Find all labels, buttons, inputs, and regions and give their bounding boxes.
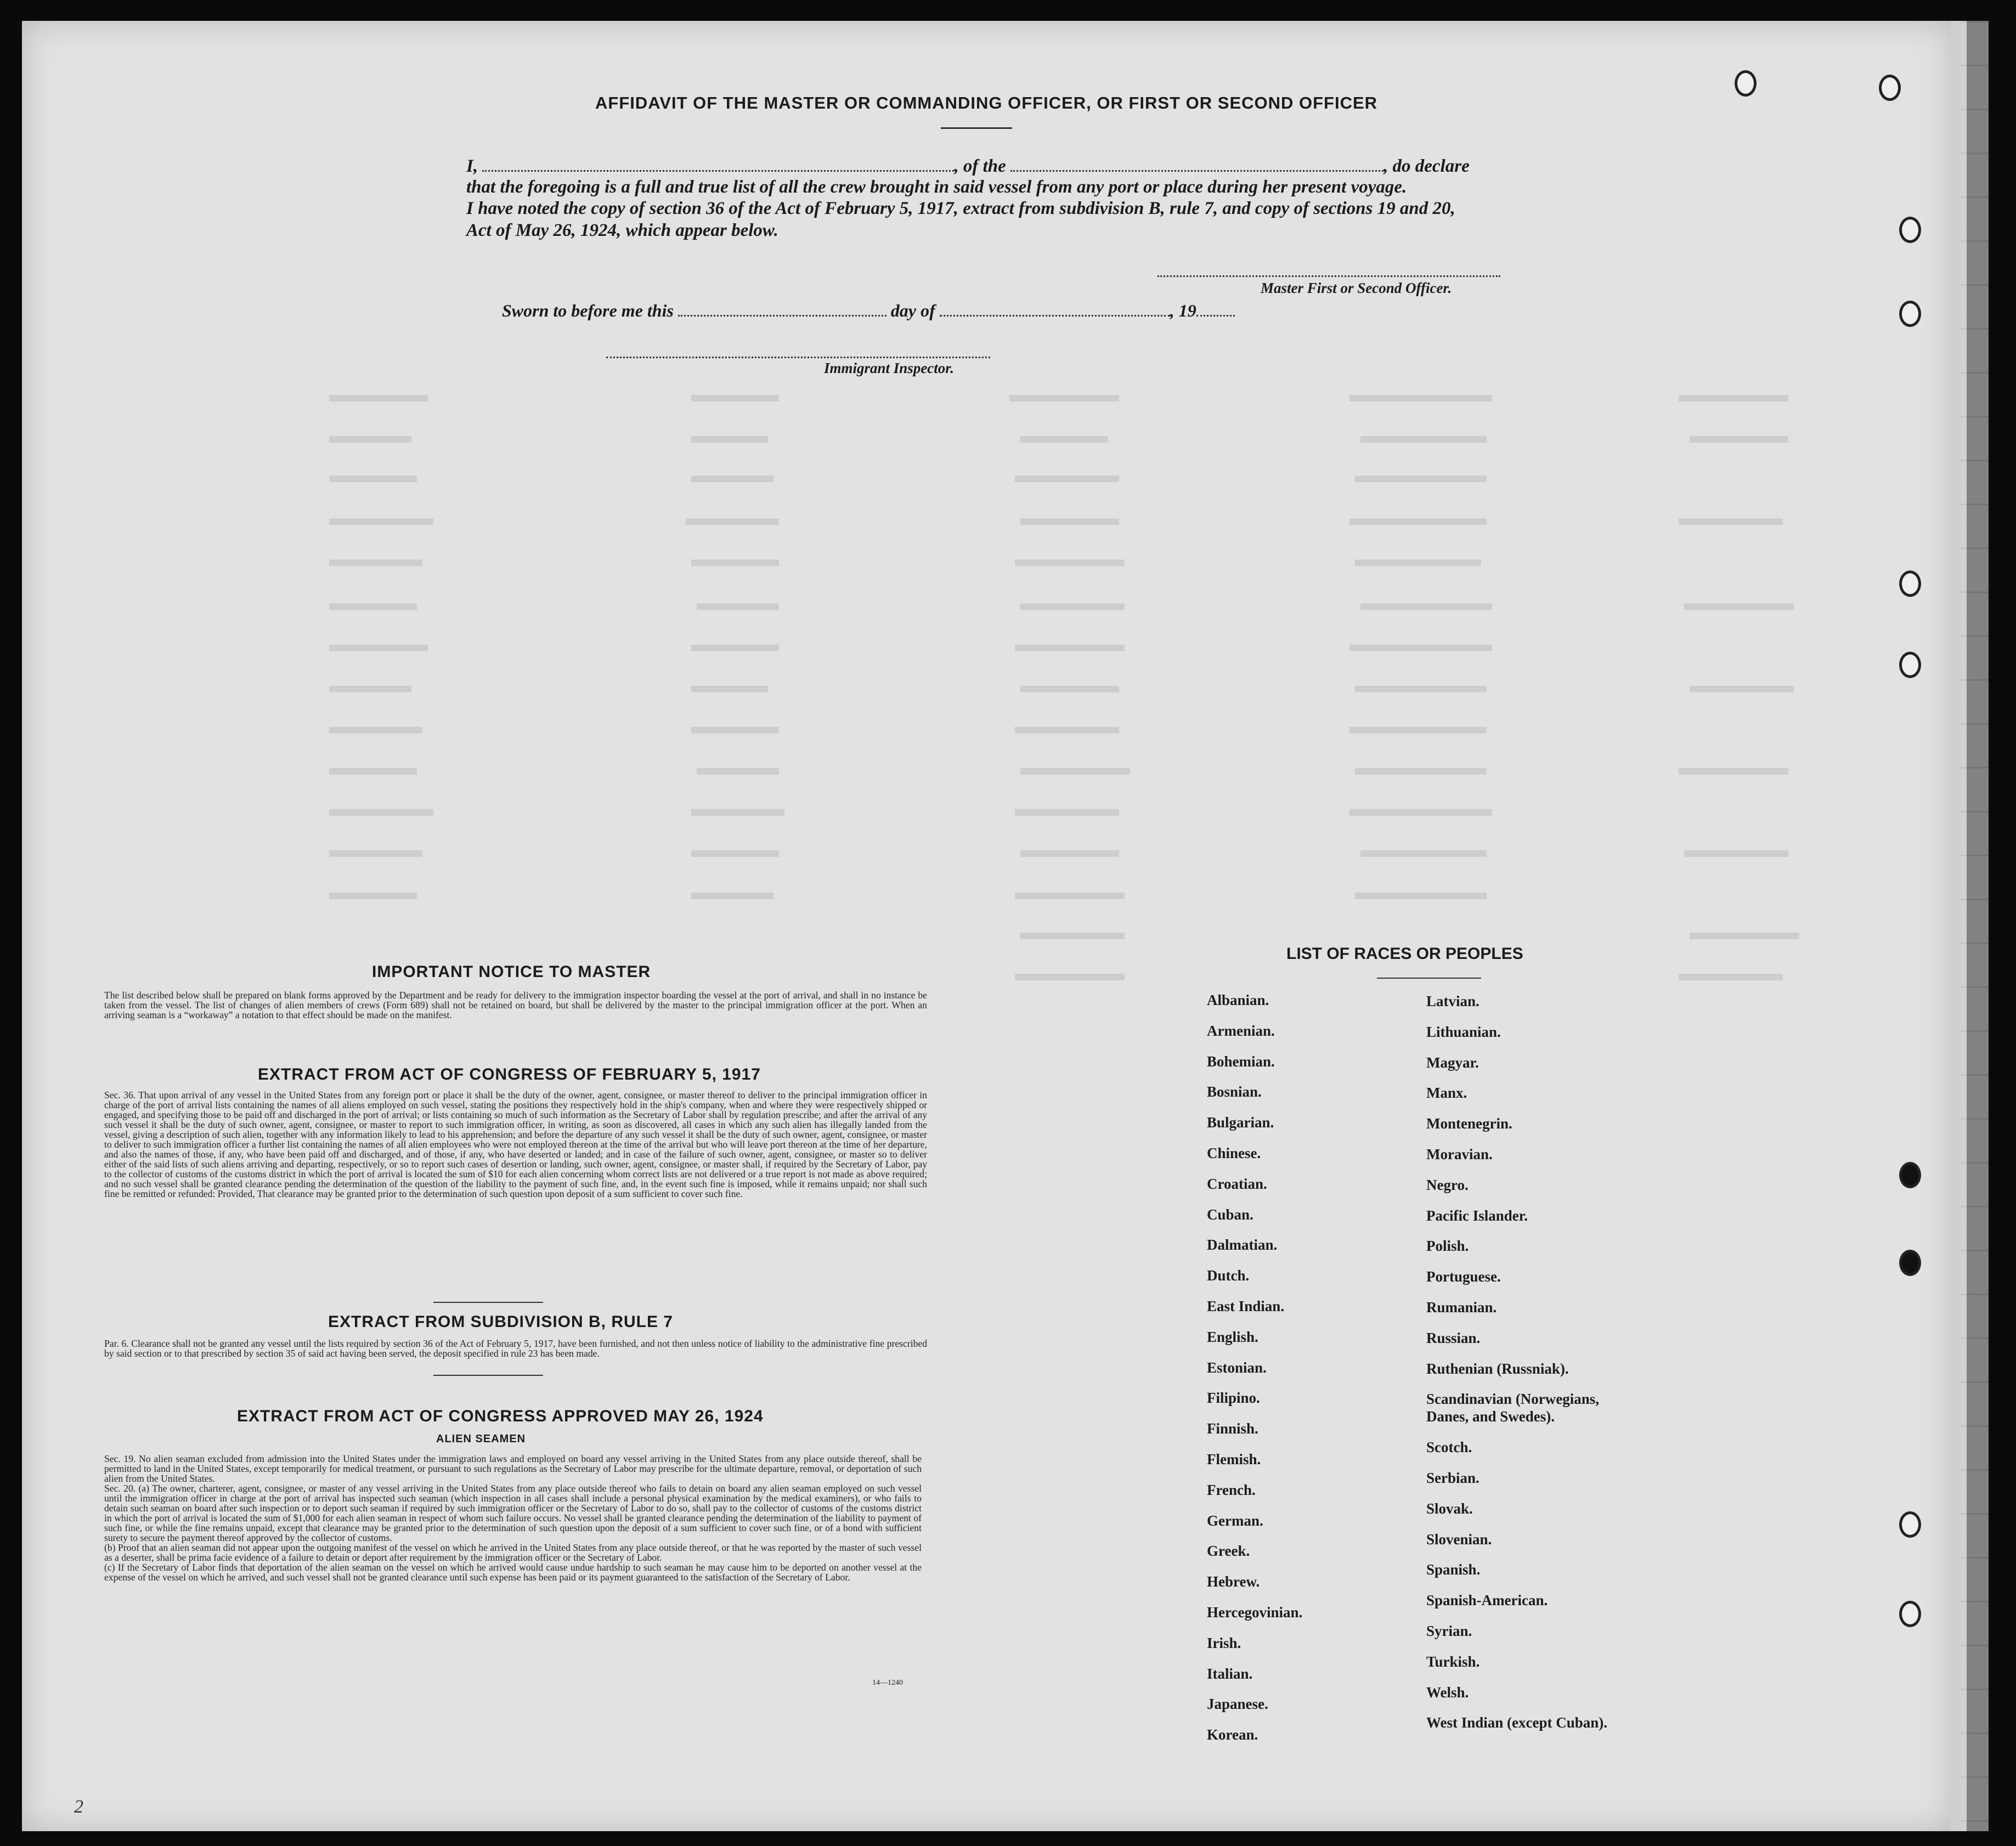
- race-item: Korean.: [1207, 1726, 1258, 1743]
- master-name-field[interactable]: [482, 170, 954, 172]
- race-item: Slovak.: [1426, 1500, 1473, 1517]
- race-item: French.: [1207, 1481, 1256, 1498]
- form-number: 14—1240: [872, 1679, 903, 1687]
- affidavit-line-3: I have noted the copy of section 36 of the Act of February 5, 1917, extract from subdivision B, rule 7, and copy of sections 19 and 20,: [466, 199, 1455, 218]
- race-item: Greek.: [1207, 1543, 1250, 1560]
- race-item: Danes, and Swedes).: [1426, 1408, 1555, 1425]
- binder-hole-icon: [1899, 1162, 1921, 1188]
- race-item: Moravian.: [1426, 1146, 1493, 1162]
- sworn-month-field[interactable]: [940, 315, 1170, 317]
- race-item: Slovenian.: [1426, 1531, 1492, 1548]
- race-item: Pacific Islander.: [1426, 1207, 1528, 1224]
- day-of-label: day of: [890, 301, 935, 320]
- binder-hole-icon: [1899, 1511, 1921, 1538]
- race-item: East Indian.: [1207, 1298, 1285, 1314]
- notice-title: IMPORTANT NOTICE TO MASTER: [372, 963, 651, 981]
- race-item: Italian.: [1207, 1665, 1253, 1682]
- affidavit-of-the: , of the: [954, 156, 1006, 176]
- affidavit-do-declare: , do declare: [1383, 156, 1470, 176]
- binder-hole-icon: [1899, 1250, 1921, 1276]
- extract-rule7-text: Par. 6. Clearance shall not be granted any vessel until the lists required by section 36 of the Act of February 5, 1917, have been furnished, and not then unless notice of liability to the administrative fine prescribed by said section or to that prescribed by section 35 of said act having been served, the deposit specified in rule 23 has been made.: [104, 1338, 927, 1359]
- handwritten-mark: 2: [74, 1797, 83, 1817]
- race-item: Polish.: [1426, 1238, 1469, 1255]
- extract-1924-sections: [104, 1454, 922, 1582]
- race-item: Montenegrin.: [1426, 1115, 1512, 1132]
- race-item: Cuban.: [1207, 1206, 1253, 1223]
- races-title: LIST OF RACES OR PEOPLES: [1286, 945, 1523, 963]
- affidavit-declaration-line: [466, 156, 1470, 177]
- section-divider: [433, 1375, 543, 1376]
- master-signature-label: Master First or Second Officer.: [1261, 280, 1452, 296]
- sworn-label: Sworn to before me this: [502, 301, 674, 320]
- race-item: Syrian.: [1426, 1623, 1472, 1639]
- binder-hole-icon: [1879, 75, 1901, 101]
- section-divider: [433, 1302, 543, 1303]
- sec-20c-text: (c) If the Secretary of Labor finds that deportation of the alien seaman on the vessel on which he arrived would cause undue hardship to such seaman he may cause him to be deported on another vessel at the expense of the vessel on which he arrived, and such vessel shall not be granted clearance until such expense has been paid or its payment guaranteed to the satisfaction of the Secretary of Labor.: [104, 1562, 922, 1583]
- race-item: Magyar.: [1426, 1054, 1479, 1071]
- affidavit-line-2: that the foregoing is a full and true list of all the crew brought in said vessel from any port or place during her present voyage.: [466, 177, 1407, 197]
- sworn-year-field[interactable]: [1196, 315, 1235, 317]
- race-item: Scandinavian (Norwegians,: [1426, 1391, 1600, 1408]
- race-item: Albanian.: [1207, 992, 1269, 1008]
- race-item: Russian.: [1426, 1329, 1481, 1346]
- race-item: Spanish-American.: [1426, 1592, 1548, 1609]
- race-item: Hercegovinian.: [1207, 1604, 1303, 1621]
- race-item: Spanish.: [1426, 1561, 1481, 1578]
- race-item: Chinese.: [1207, 1145, 1261, 1161]
- extract-1917-title: EXTRACT FROM ACT OF CONGRESS OF FEBRUARY 5, 1917: [258, 1065, 761, 1083]
- sec-20b-text: (b) Proof that an alien seaman did not appear upon the outgoing manifest of the vessel on which he arrived in the United States from any place outside thereof, or that he was reported by the master of such vessel as a deserter, shall be prima facie evidence of a failure to detain or deport after requirement by the immigration officer or the Secretary of Labor.: [104, 1542, 922, 1563]
- binder-hole-icon: [1899, 652, 1921, 678]
- sworn-line: [502, 301, 1235, 321]
- race-item: Scotch.: [1426, 1439, 1472, 1456]
- race-item: Croatian.: [1207, 1175, 1267, 1192]
- alien-seamen-subtitle: ALIEN SEAMEN: [436, 1433, 526, 1445]
- race-item: German.: [1207, 1512, 1263, 1529]
- race-item: Estonian.: [1207, 1359, 1267, 1376]
- race-item: Irish.: [1207, 1634, 1241, 1651]
- affidavit-line-4: Act of May 26, 1924, which appear below.: [466, 221, 778, 240]
- race-item: Flemish.: [1207, 1451, 1261, 1467]
- sec-20a-text: Sec. 20. (a) The owner, charterer, agent, consignee, or master of any vessel arriving in the United States from any place outside thereof who fails to detain on board any alien seaman employed on such vessel until the immigration officer in charge at the port of arrival has inspected such seaman (which inspection in all cases shall include a personal physical examination by the medical examiners), or who fails to detain such seaman on board after such inspection or to deport such seaman if required by such immigration officer or the Secretary of Labor to do so, shall pay to the collector of customs of the customs district in which the port of arrival is located the sum of $1,000 for each alien seaman in respect of whom such failure occurs. No vessel shall be granted clearance pending the determination of the liability to payment of such fine, or while the fine remains unpaid, except that clearance may be granted prior to the determination of such question upon the deposit of a sum sufficient to cover such fine, or of a bond with sufficient surety to secure the payment thereof approved by the collector of customs.: [104, 1483, 922, 1543]
- race-item: Bosnian.: [1207, 1083, 1262, 1100]
- binder-hole-icon: [1735, 70, 1757, 97]
- race-item: Bohemian.: [1207, 1053, 1275, 1070]
- sec-19-text: Sec. 19. No alien seaman excluded from admission into the United States under the immigration laws and employed on board any vessel arriving in the United States from any place outside thereof, shall be permitted to land in the United States, except temporarily for medical treatment, or pursuant to such regulations as the Secretary of Labor may prescribe for the ultimate departure, removal, or deportation of such alien from the United States.: [104, 1453, 922, 1484]
- race-item: Hebrew.: [1207, 1573, 1260, 1590]
- race-item: Filipino.: [1207, 1390, 1260, 1407]
- notice-text: The list described below shall be prepared on blank forms approved by the Department and be ready for delivery to the immigration inspector boarding the vessel at the port of arrival, and shall in no instance be taken from the vessel. The list of changes of alien members of crews (Form 689) shall not be retained on board, but shall be delivered by the master to the principal immigration officer at the port. When an arriving seaman is a “workaway” a notation to that effect should be made on the manifest.: [104, 990, 927, 1020]
- race-item: Bulgarian.: [1207, 1114, 1274, 1131]
- vessel-name-field[interactable]: [1010, 170, 1383, 172]
- race-item: English.: [1207, 1328, 1258, 1345]
- race-item: Manx.: [1426, 1085, 1467, 1102]
- race-item: Rumanian.: [1426, 1299, 1497, 1316]
- binder-hole-icon: [1899, 1601, 1921, 1627]
- master-signature-field[interactable]: [1157, 275, 1500, 277]
- binder-hole-icon: [1899, 217, 1921, 243]
- race-item: Armenian.: [1207, 1022, 1275, 1039]
- race-item: Finnish.: [1207, 1420, 1258, 1437]
- race-item: Serbian.: [1426, 1470, 1479, 1486]
- races-title-underline: [1377, 978, 1481, 979]
- race-item: Japanese.: [1207, 1696, 1268, 1713]
- race-item: Portuguese.: [1426, 1268, 1501, 1285]
- extract-rule7-title: EXTRACT FROM SUBDIVISION B, RULE 7: [328, 1313, 674, 1331]
- race-item: Lithuanian.: [1426, 1023, 1501, 1040]
- sworn-day-field[interactable]: [678, 315, 886, 317]
- inspector-signature-label: Immigrant Inspector.: [824, 360, 955, 376]
- race-item: Negro.: [1426, 1176, 1469, 1193]
- affidavit-title: AFFIDAVIT OF THE MASTER OR COMMANDING OFFICER, OR FIRST OR SECOND OFFICER: [595, 93, 1378, 112]
- extract-1924-title: EXTRACT FROM ACT OF CONGRESS APPROVED MAY 26, 1924: [237, 1407, 764, 1425]
- race-item: Dutch.: [1207, 1267, 1250, 1284]
- binder-hole-icon: [1899, 571, 1921, 597]
- race-item: Ruthenian (Russniak).: [1426, 1360, 1569, 1377]
- race-item: Turkish.: [1426, 1653, 1480, 1670]
- year-prefix: , 19: [1170, 301, 1196, 320]
- adjacent-page-grid: [1961, 21, 1989, 1831]
- race-item: Latvian.: [1426, 993, 1479, 1009]
- race-item: Dalmatian.: [1207, 1237, 1278, 1254]
- race-item: Welsh.: [1426, 1684, 1469, 1701]
- inspector-signature-field[interactable]: [606, 357, 990, 358]
- binder-hole-icon: [1899, 301, 1921, 327]
- extract-1917-text: Sec. 36. That upon arrival of any vessel in the United States from any foreign port or place it shall be the duty of the owner, agent, consignee, or master thereof to deliver to the principal immigration officer in charge of the port of arrival lists containing the names of all aliens employed on such vessel, stating the positions they respectively hold in the ship's company, when and where they were respectively shipped or engaged, and specifying those to be paid off and discharged in the port of arrival; or lists containing so much of such information as the Secretary of Labor shall by regulation prescribe; and after the arrival of any such vessel it shall be the duty of such owner, agent, consignee, or master to report to such immigration officer, in writing, as soon as discovered, all cases in which any such alien has illegally landed from the vessel, giving a description of such alien, together with any information likely to lead to his apprehension; and before the departure of any such vessel it shall be the duty of such owner, agent, consignee, or master to deliver to such immigration officer a further list containing the names of all alien employees who were not employed thereon at the time of the arrival but who will leave port thereon at the time of her departure, and also the names of those, if any, who have been paid off and discharged, and of those, if any, who have deserted or landed; and in case of the failure of such owner, agent, consignee, or master so to deliver either of the said lists of such aliens arriving and departing, respectively, or so to report such cases of desertion or landing, such owner, agent, consignee, or master shall, if required by the Secretary of Labor, pay to the collector of customs of the customs district in which the port of arrival is located the sum of $10 for each alien concerning whom correct lists are not delivered or a true report is not made as above required; and no such vessel shall be granted clearance pending the determination of the question of the liability to the payment of such fine, and, in the event such fine is imposed, while it remains unpaid; nor shall such fine be remitted or refunded: Provided, That clearance may be granted prior to the determination of such question upon deposit of a sum sufficient to cover such fine.: [104, 1089, 927, 1199]
- affidavit-i: I,: [466, 156, 478, 176]
- race-item: West Indian (except Cuban).: [1426, 1714, 1608, 1731]
- title-underline: [941, 127, 1012, 129]
